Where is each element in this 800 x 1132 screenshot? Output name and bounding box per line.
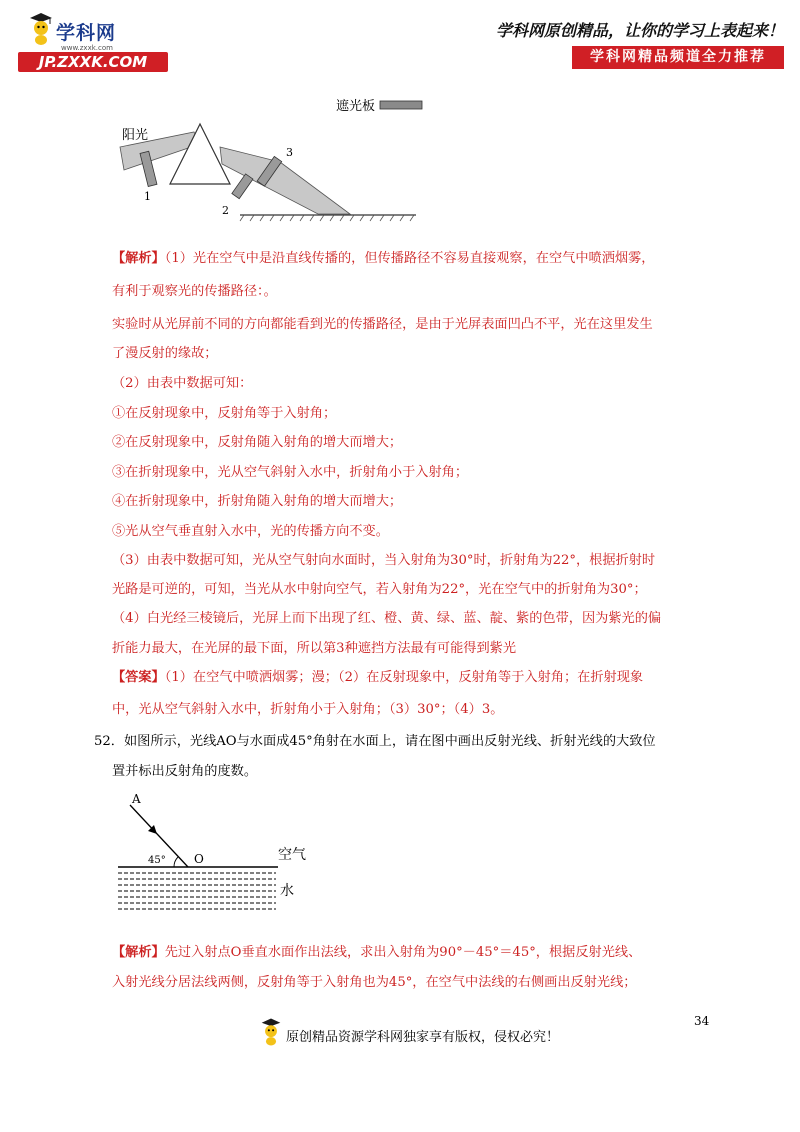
page-number: 34 [694, 1014, 710, 1028]
analysis-line: ④在折射现象中，折射角随入射角的增大而增大； [112, 494, 403, 509]
analysis-line: ②在反射现象中，反射角随入射角的增大而增大； [112, 435, 403, 450]
water-surface-figure [110, 783, 320, 918]
logo-url[interactable]: JP.ZXXK.COM [18, 52, 168, 72]
mascot-icon [260, 1016, 282, 1048]
logo-text: 学科网 [56, 22, 117, 44]
answer-line: 中，光从空气斜射入水中，折射角小于入射角；（3）30°；（4）3。 [112, 702, 504, 717]
analysis-line: ⑤光从空气垂直射入水中，光的传播方向不变。 [112, 524, 389, 539]
analysis-line: ①在反射现象中，反射角等于入射角； [112, 406, 337, 421]
analysis-line: 折能力最大，在光屏的最下面，所以第3种遮挡方法最有可能得到紫光 [112, 641, 517, 656]
angle-arc [174, 857, 178, 867]
screen-label: 遮光板 [336, 99, 376, 114]
analysis-line: （2）由表中数据可知： [112, 376, 253, 391]
point-o-label: O [194, 852, 204, 866]
label-3: 3 [286, 146, 293, 159]
ground-hatching [240, 215, 414, 221]
copyright-text: 原创精品资源学科网独家享有版权，侵权必究！ [286, 1030, 560, 1045]
analysis-line: 实验时从光屏前不同的方向都能看到光的传播路径，是由于光屏表面凹凸不平，光在这里发生 [112, 317, 653, 332]
question-52-line: 52．如图所示，光线AO与水面成45°角射在水面上，请在图中画出反射光线、折射光线的大致位 [94, 734, 656, 749]
analysis-line: 入射光线分居法线两侧，反射角等于入射角也为45°，在空气中法线的右侧画出反射光线； [112, 975, 637, 990]
water-hatching [118, 873, 276, 909]
angle-label: 45° [148, 855, 166, 866]
header-banner: 学科网精品频道全力推荐 [572, 46, 784, 69]
label-2: 2 [222, 204, 229, 217]
analysis-line: （3）由表中数据可知，光从空气射向水面时，当入射角为30°时，折射角为22°，根据折射时 [112, 553, 656, 568]
analysis-line: 【解析】先过入射点O垂直水面作出法线，求出入射角为90°－45°＝45°，根据反射光线、 [112, 945, 642, 960]
answer-tag: 【答案】 [112, 670, 165, 685]
analysis-line: ③在折射现象中，光从空气斜射入水中，折射角小于入射角； [112, 465, 469, 480]
shade-2 [232, 174, 253, 199]
dispersed-beam [220, 147, 350, 214]
label-1: 1 [144, 190, 151, 203]
site-logo[interactable] [14, 10, 174, 74]
sun-label: 阳光 [122, 128, 149, 143]
analysis-tag: 【解析】 [112, 945, 165, 960]
question-52-line: 置并标出反射角的度数。 [112, 764, 258, 779]
prism-figure [110, 92, 430, 222]
mascot-icon [28, 12, 54, 46]
air-label: 空气 [278, 847, 306, 863]
footer-copyright [256, 1014, 596, 1054]
analysis-tag: 【解析】 [112, 251, 165, 266]
water-label: 水 [280, 883, 294, 899]
analysis-line: 光路是可逆的，可知，当光从水中射向空气，若入射角为22°，光在空气中的折射角为30°； [112, 582, 647, 597]
shade-board [380, 101, 422, 109]
analysis-line: 【解析】（1）光在空气中是沿直线传播的，但传播路径不容易直接观察，在空气中喷洒烟雾， [112, 251, 655, 266]
header-slogan: 学科网原创精品，让你的学习上表起来！ [495, 21, 784, 40]
answer-line: 【答案】（1）在空气中喷洒烟雾；漫；（2）在反射现象中，反射角等于入射角；在折射现象 [112, 670, 644, 685]
analysis-line: 有利于观察光的传播路径：。 [112, 284, 277, 299]
analysis-line: 了漫反射的缘故； [112, 346, 218, 361]
analysis-line: （4）白光经三棱镜后，光屏上而下出现了红、橙、黄、绿、蓝、靛、紫的色带，因为紫光的偏 [112, 611, 662, 626]
point-a-label: A [132, 792, 141, 806]
logo-subtext: www.zxxk.com [61, 44, 113, 52]
